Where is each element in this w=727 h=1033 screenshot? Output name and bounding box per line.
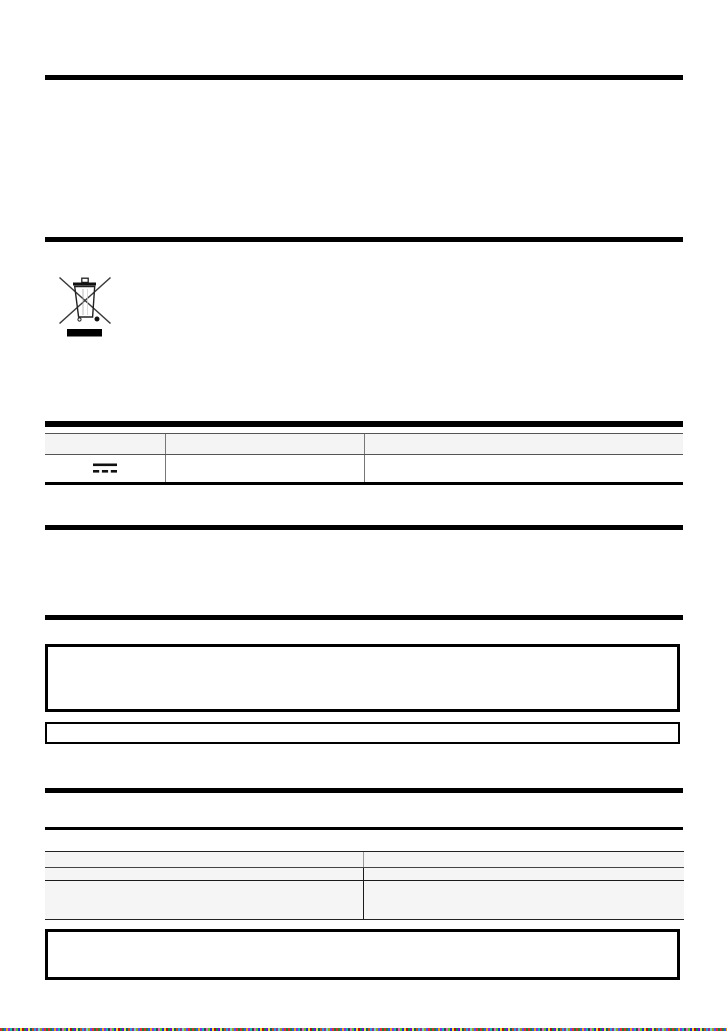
info-table-row bbox=[45, 868, 684, 881]
spec-header-cell-2 bbox=[166, 434, 365, 454]
note-box-2 bbox=[45, 722, 680, 744]
section-rule-6 bbox=[45, 827, 683, 830]
section-rule-4 bbox=[45, 615, 683, 620]
spec-cell-symbol bbox=[45, 455, 166, 482]
info-table-row bbox=[45, 881, 684, 919]
direct-current-icon bbox=[93, 463, 117, 474]
info-cell-left bbox=[45, 852, 364, 867]
info-cell-left bbox=[45, 868, 364, 880]
info-table bbox=[45, 851, 684, 920]
section-rule-3 bbox=[45, 525, 683, 530]
info-table-row bbox=[45, 852, 684, 868]
spec-table-bottom-border bbox=[45, 482, 683, 485]
section-rule-5 bbox=[45, 788, 683, 793]
spec-table-header-row bbox=[45, 433, 683, 455]
section-rule-2 bbox=[45, 237, 683, 242]
spec-table-title-bar bbox=[45, 421, 683, 427]
section-rule-1 bbox=[45, 75, 683, 80]
note-box-1 bbox=[45, 644, 680, 712]
weee-crossed-out-bin-icon bbox=[56, 272, 112, 340]
spec-cell-3 bbox=[365, 455, 683, 482]
note-box-3 bbox=[45, 929, 680, 980]
spec-table bbox=[45, 421, 683, 485]
info-cell-right bbox=[364, 868, 684, 880]
bottom-edge-noise-line bbox=[0, 1028, 727, 1031]
spec-header-cell-3 bbox=[365, 434, 683, 454]
info-cell-right bbox=[364, 852, 684, 867]
spec-header-cell-1 bbox=[45, 434, 166, 454]
spec-cell-2 bbox=[166, 455, 365, 482]
spec-table-data-row bbox=[45, 455, 683, 482]
info-cell-right bbox=[364, 881, 684, 919]
info-cell-left bbox=[45, 881, 364, 919]
